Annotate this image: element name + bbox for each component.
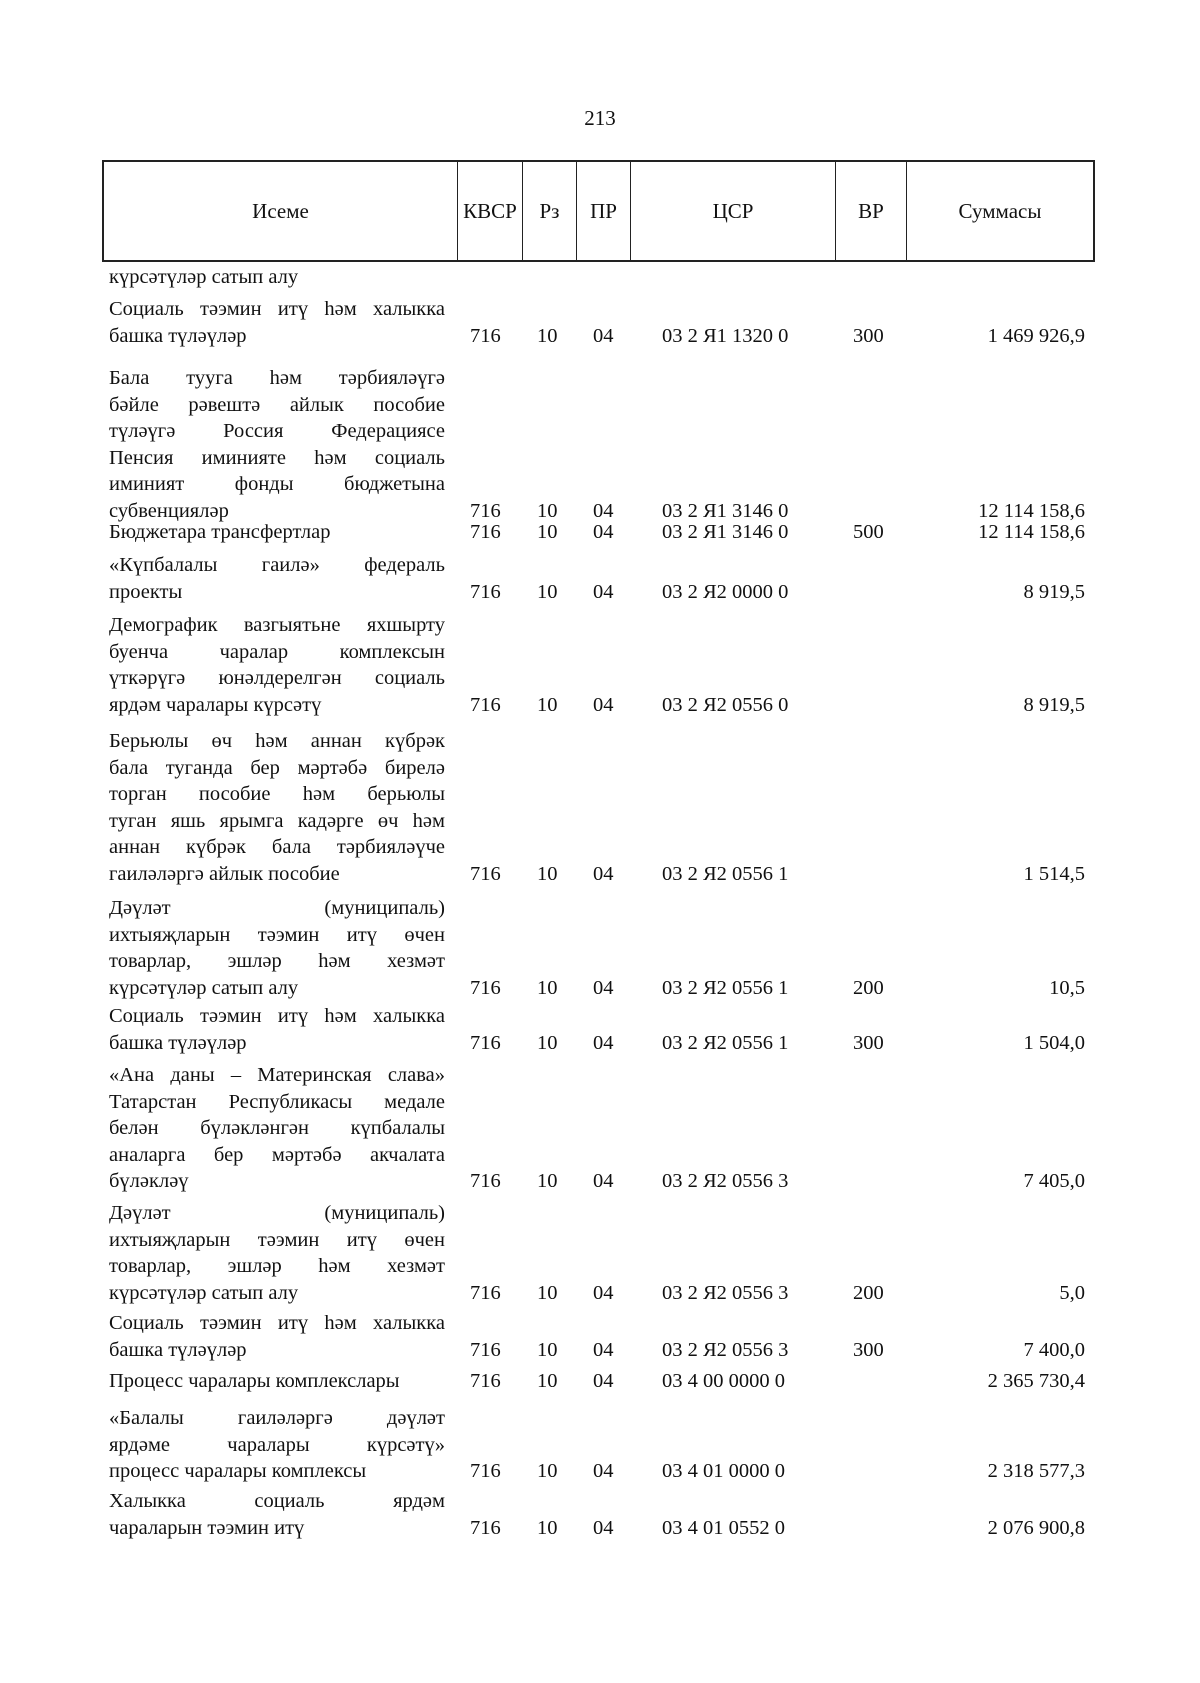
cell-csr: 03 2 Я2 0556 1: [662, 862, 789, 885]
table-row: [0, 1003, 1200, 1056]
cell-csr: 03 2 Я1 1320 0: [662, 324, 789, 347]
cell-pr: 04: [593, 693, 614, 716]
cell-pr: 04: [593, 324, 614, 347]
row-name-line: Дәүләт (муниципаль): [109, 897, 445, 919]
cell-vr: 200: [853, 1281, 884, 1304]
cell-pr: 04: [593, 499, 614, 522]
cell-sum: 1 469 926,9: [987, 324, 1085, 347]
cell-kvsr: 716: [470, 976, 501, 999]
row-name-line: Бала тууга һәм тәрбияләүгә: [109, 367, 445, 389]
row-name-line: Татарстан Республикасы медале: [109, 1090, 445, 1113]
table-row: [0, 1405, 1200, 1485]
cell-csr: 03 2 Я1 3146 0: [662, 499, 789, 522]
cell-pr: 04: [593, 580, 614, 603]
cell-csr: 03 2 Я2 0556 0: [662, 693, 789, 716]
cell-vr: 300: [853, 324, 884, 347]
column-header-name: Исеме: [252, 198, 309, 223]
cell-kvsr: 716: [470, 1281, 501, 1304]
cell-rz: 10: [537, 1170, 558, 1192]
table-row: [0, 365, 1200, 524]
cell-vr: 300: [853, 1338, 884, 1361]
page-number: 213: [584, 106, 616, 130]
table-row: [0, 552, 1200, 605]
cell-sum: 1 514,5: [1023, 862, 1085, 885]
cell-csr: 03 2 Я2 0556 3: [662, 1170, 789, 1192]
cell-rz: 10: [537, 1338, 558, 1361]
row-name-line: Бюджетара трансфертлар: [109, 521, 331, 543]
row-name-line: иминият фонды бюджетына: [109, 473, 445, 495]
row-name-line: Социаль тәэмин итү һәм халыкка: [109, 1005, 445, 1027]
column-header-kvsr: КВСР: [457, 162, 522, 260]
cell-csr: 03 2 Я2 0556 1: [662, 976, 789, 999]
row-name-line: күрсәтүләр сатып алу: [109, 266, 299, 288]
cell-kvsr: 716: [470, 1516, 501, 1539]
row-name-line: башка түләүләр: [109, 1338, 247, 1361]
cell-csr: 03 2 Я2 0556 3: [662, 1338, 789, 1361]
row-name-line: Халыкка социаль ярдәм: [109, 1490, 445, 1512]
table-row: [0, 612, 1200, 718]
cell-vr: 500: [853, 521, 884, 543]
cell-rz: 10: [537, 1516, 558, 1539]
cell-rz: 10: [537, 580, 558, 603]
row-name-line: бала туганда бер мәртәбә бирелә: [109, 756, 445, 779]
cell-kvsr: 716: [470, 1170, 501, 1192]
column-header-sum: Суммасы: [906, 162, 1093, 260]
cell-rz: 10: [537, 499, 558, 522]
row-name-line: бәйле рәвештә айлык пособие: [109, 393, 445, 416]
cell-pr: 04: [593, 1031, 614, 1054]
cell-pr: 04: [593, 1281, 614, 1304]
row-name-line: товарлар, эшләр һәм хезмәт: [109, 1255, 445, 1277]
row-name-line: башка түләүләр: [109, 324, 247, 347]
table-row: [0, 895, 1200, 1001]
cell-csr: 03 2 Я1 3146 0: [662, 521, 789, 543]
row-name-line: торган пособие һәм берьюлы: [109, 783, 445, 805]
cell-kvsr: 716: [470, 324, 501, 347]
cell-kvsr: 716: [470, 580, 501, 603]
cell-kvsr: 716: [470, 499, 501, 522]
row-name-line: үткәрүгә юнәлдерелгән социаль: [109, 667, 445, 689]
row-name-line: аннан күбрәк бала тәрбияләүче: [109, 836, 445, 858]
table-row: [0, 519, 1200, 546]
cell-sum: 2 318 577,3: [987, 1460, 1085, 1482]
cell-sum: 8 919,5: [1023, 580, 1085, 603]
cell-sum: 7 405,0: [1023, 1170, 1085, 1192]
row-name-line: Процесс чаралары комплекслары: [109, 1370, 400, 1392]
cell-csr: 03 4 00 0000 0: [662, 1370, 785, 1392]
row-name-line: бүләкләү: [109, 1170, 189, 1192]
cell-pr: 04: [593, 976, 614, 999]
row-name-line: башка түләүләр: [109, 1031, 247, 1054]
cell-csr: 03 4 01 0552 0: [662, 1516, 785, 1539]
row-name-line: Дәүләт (муниципаль): [109, 1202, 445, 1224]
table-row: [0, 1062, 1200, 1195]
cell-rz: 10: [537, 1031, 558, 1054]
cell-csr: 03 2 Я2 0000 0: [662, 580, 789, 603]
row-name-line: ихтыяҗларын тәэмин итү өчен: [109, 1228, 445, 1251]
column-header-rz: Рз: [522, 162, 576, 260]
cell-pr: 04: [593, 1460, 614, 1482]
cell-pr: 04: [593, 521, 614, 543]
table-row: [0, 1310, 1200, 1363]
cell-kvsr: 716: [470, 862, 501, 885]
row-name-line: Социаль тәэмин итү һәм халыкка: [109, 1312, 445, 1334]
table-row: [0, 728, 1200, 887]
row-name-line: ихтыяҗларын тәэмин итү өчен: [109, 923, 445, 946]
cell-sum: 2 076 900,8: [987, 1516, 1085, 1539]
cell-pr: 04: [593, 1338, 614, 1361]
cell-pr: 04: [593, 862, 614, 885]
row-name-line: күрсәтүләр сатып алу: [109, 976, 299, 999]
cell-kvsr: 716: [470, 1031, 501, 1054]
cell-rz: 10: [537, 521, 558, 543]
cell-sum: 12 114 158,6: [978, 499, 1085, 522]
cell-pr: 04: [593, 1516, 614, 1539]
row-name-line: гаиләләргә айлык пособие: [109, 862, 340, 885]
column-header-pr: ПР: [576, 162, 630, 260]
cell-sum: 2 365 730,4: [987, 1370, 1085, 1392]
row-name-line: күрсәтүләр сатып алу: [109, 1281, 299, 1304]
row-name-line: ярдәм чаралары күрсәтү: [109, 693, 322, 716]
cell-csr: 03 2 Я2 0556 1: [662, 1031, 789, 1054]
row-name-line: «Күпбалалы гаилә» федераль: [109, 554, 445, 576]
cell-rz: 10: [537, 693, 558, 716]
row-name-line: буенча чаралар комплексын: [109, 640, 445, 663]
cell-sum: 5,0: [1059, 1281, 1085, 1304]
cell-rz: 10: [537, 1460, 558, 1482]
cell-sum: 10,5: [1049, 976, 1085, 999]
row-name-line: Социаль тәэмин итү һәм халыкка: [109, 298, 445, 320]
cell-rz: 10: [537, 324, 558, 347]
cell-kvsr: 716: [470, 1338, 501, 1361]
row-name-line: чараларын тәэмин итү: [109, 1516, 305, 1539]
cell-csr: 03 4 01 0000 0: [662, 1460, 785, 1482]
cell-rz: 10: [537, 862, 558, 885]
row-name-line: аналарга бер мәртәбә акчалата: [109, 1143, 445, 1166]
cell-rz: 10: [537, 1281, 558, 1304]
table-row: [0, 1200, 1200, 1306]
cell-vr: 200: [853, 976, 884, 999]
table-row: [0, 296, 1200, 349]
cell-kvsr: 716: [470, 521, 501, 543]
row-name-line: туган яшь ярымга кадәрге өч һәм: [109, 809, 445, 832]
cell-vr: 300: [853, 1031, 884, 1054]
row-name-line: Берьюлы өч һәм аннан күбрәк: [109, 730, 445, 752]
table-row: [0, 1488, 1200, 1541]
cell-csr: 03 2 Я2 0556 3: [662, 1281, 789, 1304]
row-name-line: проекты: [109, 580, 183, 603]
cell-sum: 8 919,5: [1023, 693, 1085, 716]
cell-pr: 04: [593, 1370, 614, 1392]
table-row: [0, 1368, 1200, 1395]
row-name-line: «Ана даны – Материнская слава»: [109, 1064, 445, 1086]
column-header-csr: ЦСР: [630, 162, 835, 260]
row-name-line: ярдәме чаралары күрсәтү»: [109, 1433, 445, 1456]
table-row: [0, 264, 1200, 291]
row-name-line: субвенцияләр: [109, 499, 229, 522]
table-header: [102, 160, 1095, 262]
cell-rz: 10: [537, 976, 558, 999]
cell-kvsr: 716: [470, 1370, 501, 1392]
cell-pr: 04: [593, 1170, 614, 1192]
cell-sum: 12 114 158,6: [978, 521, 1085, 543]
row-name-line: процесс чаралары комплексы: [109, 1460, 367, 1482]
row-name-line: «Балалы гаиләләргә дәүләт: [109, 1407, 445, 1429]
cell-kvsr: 716: [470, 693, 501, 716]
cell-rz: 10: [537, 1370, 558, 1392]
row-name-line: товарлар, эшләр һәм хезмәт: [109, 950, 445, 972]
row-name-line: белән бүләкләнгән күпбалалы: [109, 1117, 445, 1139]
row-name-line: түләүгә Россия Федерациясе: [109, 420, 445, 442]
cell-sum: 1 504,0: [1023, 1031, 1085, 1054]
row-name-line: Пенсия иминияте һәм социаль: [109, 446, 445, 469]
row-name-line: Демографик вазгыятьне яхшырту: [109, 614, 445, 636]
column-header-vr: ВР: [835, 162, 906, 260]
cell-kvsr: 716: [470, 1460, 501, 1482]
cell-sum: 7 400,0: [1023, 1338, 1085, 1361]
